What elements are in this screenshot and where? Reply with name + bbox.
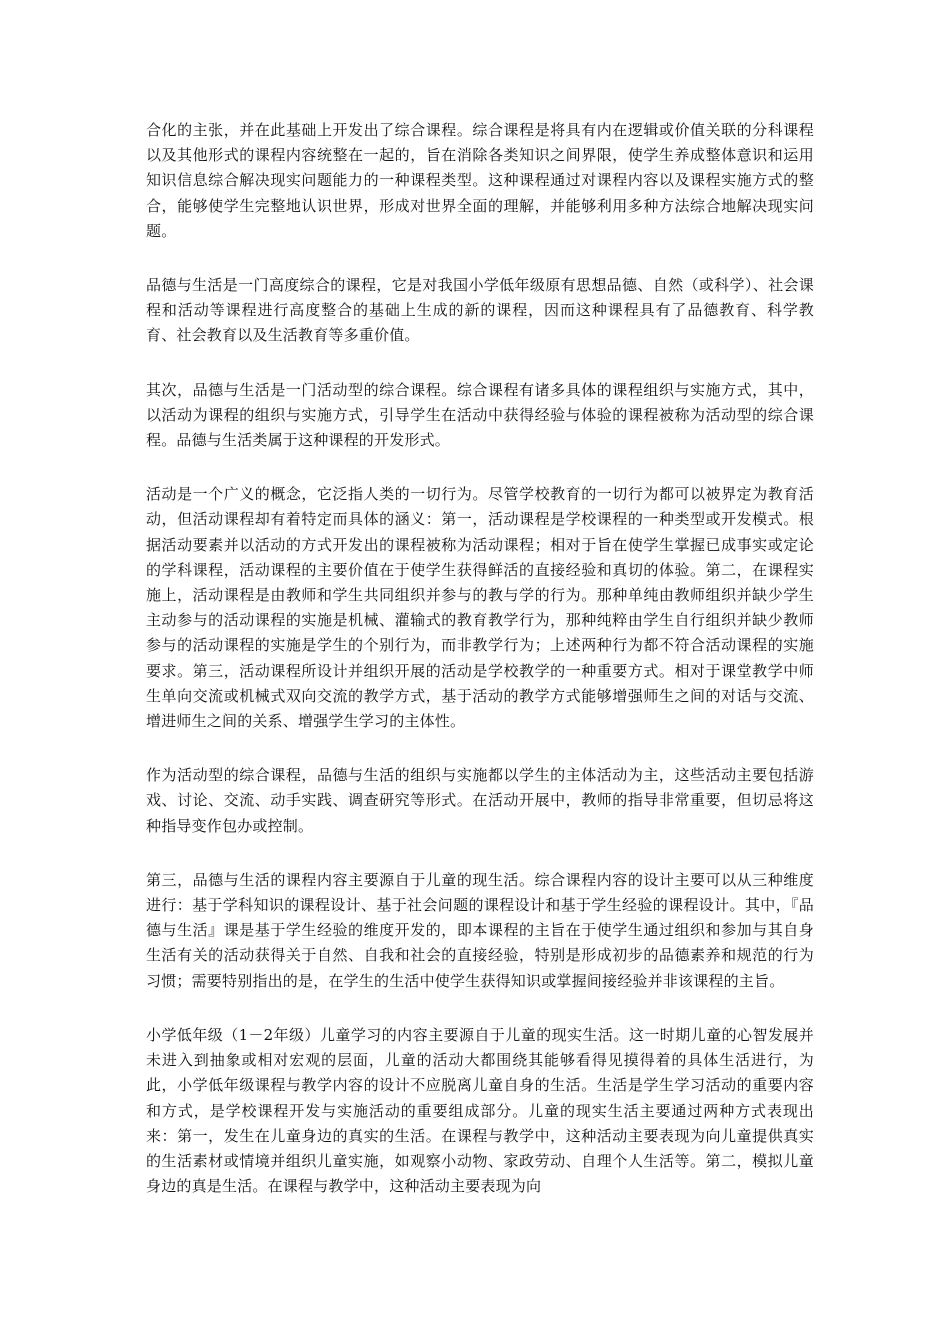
paragraph-1: 合化的主张，并在此基础上开发出了综合课程。综合课程是将具有内在逻辑或价值关联的分科课程以及其他形式的课程内容统整在一起的，旨在消除各类知识之间界限，使学生养成整体意识和运用知识信息综合解决现实问题能力的一种课程类型。这种课程通过对课程内容以及课程实施方式的整合，能够使学生完整地认识世界，形成对世界全面的理解，并能够利用多种方法综合地解决现实问题。 (146, 121, 814, 240)
paragraph-7: 小学低年级（1－2年级）儿童学习的内容主要源自于儿童的现实生活。这一时期儿童的心智发展并未进入到抽象或相对宏观的层面，儿童的活动大都围绕其能够看得见摸得着的具体生活进行，为此，小学低年级课程与教学内容的设计不应脱离儿童自身的生活。生活是学生学习活动的重要内容和方式，是学校课程开发与实施活动的重要组成部分。儿童的现实生活主要通过两种方式表现出来：第一，发生在儿童身边的真实的生活。在课程与教学中，这种活动主要表现为向儿童提供真实的生活素材或情境并组织儿童实施，如观察小动物、家政劳动、自理个人生活等。第二，模拟儿童身边的真是生活。在课程与教学中，这种活动主要表现为向 (146, 1025, 814, 1196)
paragraph-3: 其次，品德与生活是一门活动型的综合课程。综合课程有诸多具体的课程组织与实施方式，其中，以活动为课程的组织与实施方式，引导学生在活动中获得经验与体验的课程被称为活动型的综合课程。品德与生活类属于这种课程的开发形式。 (146, 380, 814, 450)
paragraph-2: 品德与生活是一门高度综合的课程，它是对我国小学低年级原有思想品德、自然（或科学）、社会课程和活动等课程进行高度整合的基础上生成的新的课程，因而这种课程具有了品德教育、科学教育、社会教育以及生活教育等多重价值。 (146, 276, 814, 345)
paragraph-6: 第三，品德与生活的课程内容主要源自于儿童的现生活。综合课程内容的设计主要可以从三种维度进行：基于学科知识的课程设计、基于社会问题的课程设计和基于学生经验的课程设计。其中，『品德与生活』课是基于学生经验的维度开发的，即本课程的主旨在于使学生通过组织和参加与其自身生活有关的活动获得关于自然、自我和社会的直接经验，特别是形成初步的品德素养和规范的行为习惯；需要特别指出的是，在学生的生活中使学生获得知识或掌握间接经验并非该课程的主旨。 (146, 870, 814, 990)
paragraph-5: 作为活动型的综合课程，品德与生活的组织与实施都以学生的主体活动为主，这些活动主要包括游戏、讨论、交流、动手实践、调查研究等形式。在活动开展中，教师的指导非常重要，但切忌将这种指导变作包办或控制。 (146, 766, 814, 835)
paragraph-4: 活动是一个广义的概念，它泛指人类的一切行为。尽管学校教育的一切行为都可以被界定为教育活动，但活动课程却有着特定而具体的涵义：第一，活动课程是学校课程的一种类型或开发模式。根据活动要素并以活动的方式开发出的课程被称为活动课程；相对于旨在使学生掌握已成事实或定论的学科课程，活动课程的主要价值在于使学生获得鲜活的直接经验和真切的体验。第二，在课程实施上，活动课程是由教师和学生共同组织并参与的教与学的行为。那种单纯由教师组织并缺少学生主动参与的活动课程的实施是机械、灌输式的教育教学行为，那种纯粹由学生自行组织并缺少教师参与的活动课程的实施是学生的个别行为，而非教学行为；上述两种行为都不符合活动课程的实施要求。第三，活动课程所设计并组织开展的活动是学校教学的一种重要方式。相对于课堂教学中师生单向交流或机械式双向交流的教学方式，基于活动的教学方式能够增强师生之间的对话与交流、增进师生之间的关系、增强学生学习的主体性。 (146, 485, 814, 731)
document-body (146, 118, 814, 1228)
